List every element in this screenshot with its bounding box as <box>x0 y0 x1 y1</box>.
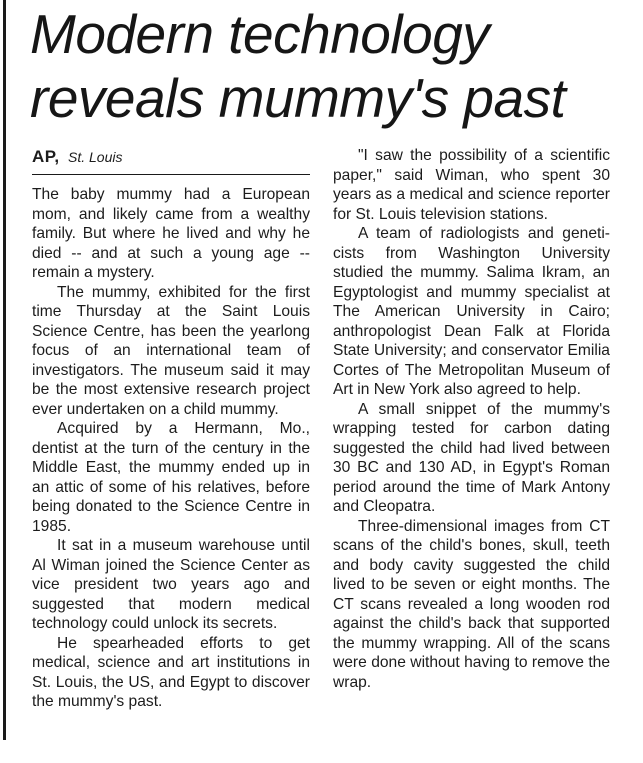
paragraph: A small snippet of the mummy's wrapping tested for carbon dating suggested the child had lived between 30 BC and 130 AD, in Egypt's Roman period around the time of Mark Antony and Cleopatra. <box>333 400 610 515</box>
headline <box>30 2 635 130</box>
paragraph: "I saw the possibility of a scientific paper," said Wiman, who spent 30 years as a medical and science reporter for St. Louis television stations. <box>333 147 610 223</box>
paragraph: The mummy, exhibited for the first time Thursday at the Saint Louis Science Centre, has been the yearlong focus of an international team of investigators. The museum said it may be the most extensive research project ever undertaken on a child mummy. <box>32 283 310 418</box>
article-column-left <box>32 146 310 712</box>
headline-line-2: reveals mummy's past <box>30 67 566 129</box>
paragraph: Three-dimensional images from CT scans of the child's bones, skull, teeth and body cavity suggested the child lived to be seven or eight months. The CT scans revealed a long wooden rod against the child's back that supported the mummy wrapping. All of the scans were done without having to remove the wrap. <box>333 517 610 691</box>
byline-location: St. Louis <box>68 149 123 165</box>
paragraph: It sat in a museum warehouse until Al Wiman joined the Science Center as vice president two years ago and suggested that modern medical technology could unlock its secrets. <box>32 537 310 632</box>
paragraph: He spearheaded efforts to get medical, science and art institutions in St. Louis, the US, and Egypt to discover the mummy's past. <box>32 634 310 710</box>
paragraph: A team of radiologists and geneticists from Washington University studied the mummy. Salima Ikram, an Egyptologist and mummy specialist at The American University in Cairo; anthropologist Dean Falk at Florida State University; and conservator Emilia Cortes of The Metropolitan Museum of Art in New York also agreed to help. <box>333 225 610 398</box>
paragraph: The baby mummy had a European mom, and likely came from a wealthy family. But where he lived and why he died -- and at such a young age -- remain a mystery. <box>32 186 310 281</box>
byline <box>32 146 310 175</box>
paragraph: Acquired by a Hermann, Mo., dentist at the turn of the century in the Middle East, the mummy ended up in an attic of some of his relatives, before being donated to the Science Centre in 1985. <box>32 420 310 535</box>
byline-agency: AP, <box>32 147 60 166</box>
article-column-right <box>333 146 610 692</box>
column-rule <box>3 0 6 740</box>
headline-line-1: Modern technology <box>30 3 490 65</box>
